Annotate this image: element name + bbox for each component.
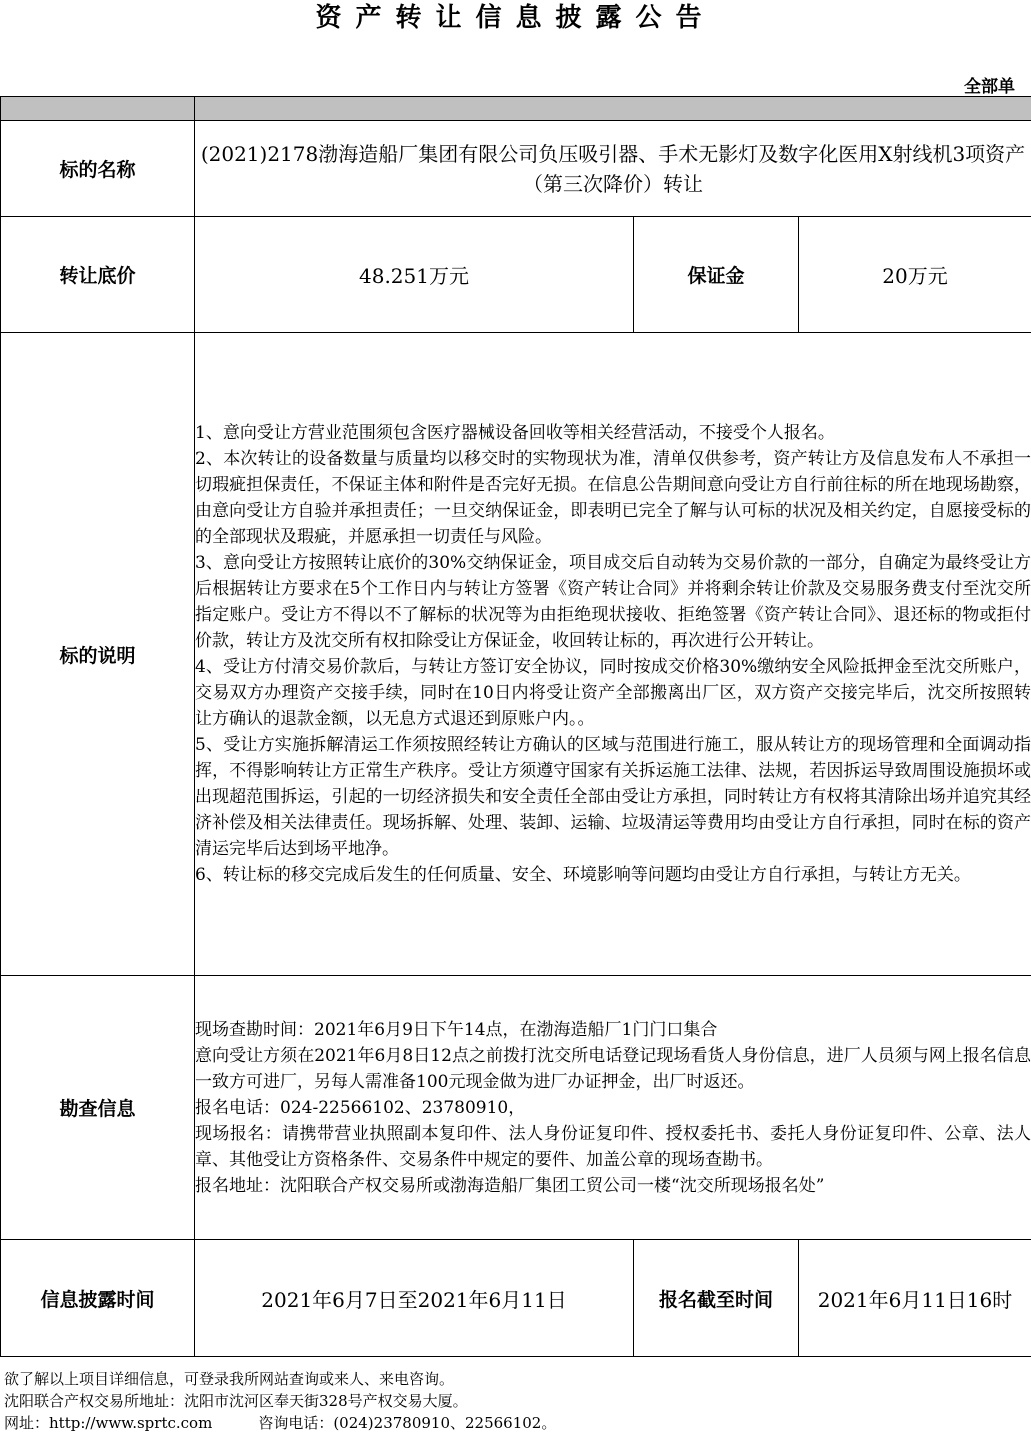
description-item-1: 1、意向受让方营业范围须包含医疗器械设备回收等相关经营活动，不接受个人报名。 (195, 423, 835, 443)
footer-website: 网址：http://www.sprtc.com (4, 1414, 213, 1432)
price-value: 48.251万元 (195, 217, 634, 333)
page-title: 资产转让信息披露公告 (315, 3, 716, 33)
description-item-3: 3、意向受让方按照转让底价的30%交纳保证金，项目成交后自动转为交易价款的一部分，自确定为最终受让方后根据转让方要求在5个工作日内与转让方签署《资产转让合同》并将剩余转让价款及交易服务费支付至沈交所指定账户。受让方不得以不了解标的状况等为由拒绝现状接收、拒绝签署《资产转让合同》、退还标的物或拒付价款，转让方及沈交所有权扣除受让方保证金，收回转让标的，再次进行公开转让。 (195, 553, 1031, 651)
description-item-5: 5、受让方实施拆解清运工作须按照经转让方确认的区域与范围进行施工，服从转让方的现场管理和全面调动指挥，不得影响转让方正常生产秩序。受让方须遵守国家有关拆运施工法律、法规，若因拆运导致周围设施损坏或出现超范围拆运，引起的一切经济损失和安全责任全部由受让方承担，同时转让方有权将其清除出场并追究其经济补偿及相关法律责任。现场拆解、处理、装卸、运输、垃圾清运等费用均由受让方自行承担，同时在标的资产清运完毕后达到场平地净。 (195, 735, 1031, 859)
price-label: 转让底价 (1, 217, 195, 333)
survey-onsite-docs: 现场报名：请携带营业执照副本复印件、法人身份证复印件、授权委托书、委托人身份证复印件、公章、法人章、其他受让方资格条件、交易条件中规定的要件、加盖公章的现场查勘书。 (195, 1123, 1031, 1170)
description-text (195, 333, 1031, 976)
subject-value: (2021)2178渤海造船厂集团有限公司负压吸引器、手术无影灯及数字化医用X射线机3项资产（第三次降价）转让 (195, 121, 1031, 217)
survey-label: 勘查信息 (1, 976, 195, 1240)
footer-address: 沈阳联合产权交易所地址：沈阳市沈河区奉天街328号产权交易大厦。 (4, 1392, 468, 1410)
footer (4, 1368, 1024, 1434)
footer-phone: 咨询电话：(024)23780910、22566102。 (258, 1414, 557, 1432)
header-cell-left (1, 97, 195, 121)
disclosure-time-value: 2021年6月7日至2021年6月11日 (195, 1240, 634, 1357)
description-label: 标的说明 (1, 333, 195, 976)
footer-info: 欲了解以上项目详细信息，可登录我所网站查询或来人、来电咨询。 (4, 1370, 455, 1388)
disclosure-time-label: 信息披露时间 (1, 1240, 195, 1357)
survey-requirement: 意向受让方须在2021年6月8日12点之前拨打沈交所电话登记现场看货人身份信息，进厂人员须与网上报名信息一致方可进厂，另每人需准备100元现金做为进厂办证押金，出厂时返还。 (195, 1045, 1031, 1092)
deadline-label: 报名截至时间 (634, 1240, 799, 1357)
timing-row (1, 1240, 1031, 1357)
survey-row (1, 976, 1031, 1240)
subject-label: 标的名称 (1, 121, 195, 217)
header-row (1, 97, 1031, 121)
survey-address: 报名地址：沈阳联合产权交易所或渤海造船厂集团工贸公司一楼“沈交所现场报名处” (195, 1175, 825, 1196)
description-row (1, 333, 1031, 976)
description-item-4: 4、受让方付清交易价款后，与转让方签订安全协议，同时按成交价格30%缴纳安全风险抵押金至沈交所账户，交易双方办理资产交接手续，同时在10日内将受让资产全部搬离出厂区，双方资产交接完毕后，沈交所按照转让方确认的退款金额，以无息方式退还到原账户内。。 (195, 657, 1031, 729)
corner-tag: 全部单 (964, 77, 1015, 97)
subject-row (1, 121, 1031, 217)
deposit-label: 保证金 (634, 217, 799, 333)
description-item-2: 2、本次转让的设备数量与质量均以移交时的实物现状为准，清单仅供参考，资产转让方及信息发布人不承担一切瑕疵担保责任，不保证主体和附件是否完好无损。在信息公告期间意向受让方自行前往标的所在地现场勘察，由意向受让方自验并承担责任；一旦交纳保证金，即表明已完全了解与认可标的状况及相关约定，自愿接受标的的全部现状及瑕疵，并愿承担一切责任与风险。 (195, 449, 1031, 547)
header-cell-right (195, 97, 1031, 121)
footer-contact (4, 1412, 1024, 1434)
deadline-value: 2021年6月11日16时 (799, 1240, 1031, 1357)
deposit-value: 20万元 (799, 217, 1031, 333)
price-row (1, 217, 1031, 333)
announcement-table (0, 96, 1031, 1357)
description-item-6: 6、转让标的移交完成后发生的任何质量、安全、环境影响等问题均由受让方自行承担，与转让方无关。 (195, 865, 971, 885)
survey-text (195, 976, 1031, 1240)
survey-phone: 报名电话：024-22566102、23780910， (195, 1097, 526, 1118)
survey-time: 现场查勘时间：2021年6月9日下午14点，在渤海造船厂1门门口集合 (195, 1019, 718, 1040)
